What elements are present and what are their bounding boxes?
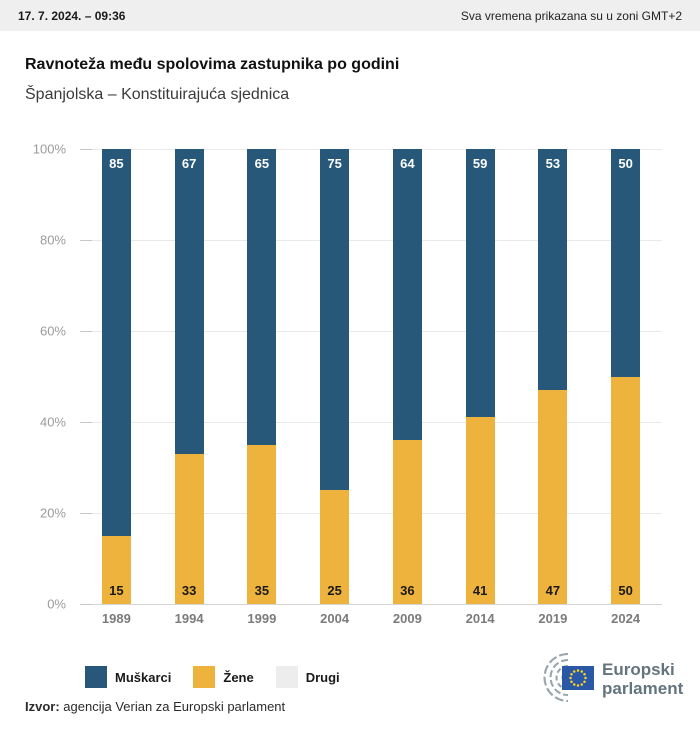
datetime-label: 17. 7. 2024. – 09:36 [18, 8, 126, 23]
eu-flag-star [584, 677, 587, 680]
legend-swatch [85, 666, 107, 688]
bar-segment-muskarci [393, 149, 422, 440]
bar-slot [371, 149, 444, 604]
plot-area [80, 149, 662, 604]
legend [85, 666, 340, 688]
bar-value-label: 50 [618, 583, 633, 598]
bar-segment-zene [466, 417, 495, 604]
x-axis-label: 1999 [247, 611, 277, 626]
bar-segment-muskarci [320, 149, 349, 490]
bar-value-label: 47 [545, 582, 561, 598]
eu-flag-star [573, 683, 576, 686]
bar-value-label: 67 [181, 156, 197, 171]
bar-value-label: 65 [254, 156, 270, 171]
legend-label: Muškarci [115, 669, 172, 685]
bar-value-label: 41 [472, 582, 488, 598]
bar-slot [226, 149, 299, 604]
bar-value-label: 59 [472, 156, 488, 171]
page-subtitle: Španjolska – Konstituirajuća sjednica [25, 86, 290, 103]
y-axis-tick-label: 100% [32, 141, 66, 157]
eu-flag-star [577, 684, 580, 687]
bar-2024 [611, 149, 640, 604]
bar-value-label: 85 [109, 156, 124, 171]
bar-1994 [175, 149, 204, 604]
eu-flag-star [581, 683, 584, 686]
bar-value-label: 33 [181, 582, 197, 598]
source-label: Izvor: [25, 699, 60, 714]
bar-2009 [393, 149, 422, 604]
legend-item [193, 666, 253, 688]
bar-value-label: 15 [109, 583, 124, 598]
bar-value-label: 50 [618, 156, 633, 171]
y-axis-tick-label: 0% [47, 596, 66, 612]
bar-value-label: 64 [400, 156, 415, 171]
x-axis-label: 1994 [174, 611, 204, 626]
bar-2019 [538, 149, 567, 604]
y-axis [0, 141, 72, 612]
bar-1989 [102, 149, 131, 604]
logo-text-line1: Europski [602, 660, 675, 679]
legend-label: Drugi [305, 669, 340, 685]
bar-slot [153, 149, 226, 604]
bar-segment-zene [538, 390, 567, 604]
bar-1999 [247, 149, 276, 604]
bar-slot [517, 149, 590, 604]
bar-segment-muskarci [611, 149, 640, 377]
legend-label: Žene [223, 669, 254, 685]
eu-flag-star [570, 681, 573, 684]
european-parliament-logo [527, 650, 692, 705]
legend-swatch [193, 666, 215, 688]
bar-value-label: 25 [327, 583, 342, 598]
eu-flag-star [570, 673, 573, 676]
bar-segment-muskarci [247, 149, 276, 445]
bar-segment-zene [102, 536, 131, 604]
eu-flag-star [583, 681, 586, 684]
page-title: Ravnoteža među spolovima zastupnika po godini [25, 56, 400, 73]
bar-segment-zene [175, 454, 204, 604]
source-note [25, 699, 285, 714]
bar-value-label: 75 [327, 156, 342, 171]
x-axis-label: 2014 [465, 611, 495, 626]
eu-flag-star [581, 670, 584, 673]
bar-slot [80, 149, 153, 604]
bar-segment-muskarci [175, 149, 204, 454]
y-axis-tick-label: 60% [39, 323, 66, 339]
legend-item [276, 666, 340, 688]
gridline [80, 604, 662, 605]
x-axis-label: 2019 [538, 611, 568, 626]
y-axis-tick-label: 80% [39, 232, 66, 248]
bar-value-label: 53 [545, 156, 561, 171]
logo-text-line2: parlament [602, 679, 684, 698]
y-axis-tick-label: 40% [39, 414, 66, 430]
legend-swatch [276, 666, 298, 688]
x-axis-labels [80, 611, 662, 626]
x-axis-label: 2004 [320, 611, 350, 626]
eu-flag-star [577, 669, 580, 672]
bar-segment-zene [611, 377, 640, 605]
y-axis-tick-label: 20% [39, 505, 66, 521]
bars [80, 149, 662, 604]
bar-slot [298, 149, 371, 604]
bar-2004 [320, 149, 349, 604]
eu-flag-star [573, 670, 576, 673]
bar-value-label: 35 [254, 583, 270, 598]
eu-flag-star [583, 673, 586, 676]
x-axis-label: 1989 [101, 611, 131, 626]
bar-2014 [466, 149, 495, 604]
x-axis-label: 2024 [611, 611, 641, 626]
bar-segment-muskarci [538, 149, 567, 390]
source-text: agencija Verian za Europski parlament [59, 699, 286, 714]
bar-slot [444, 149, 517, 604]
legend-item [85, 666, 171, 688]
timezone-note: Sva vremena prikazana su u zoni GMT+2 [460, 8, 682, 23]
top-bar [0, 0, 700, 31]
x-axis-label: 2009 [392, 611, 422, 626]
bar-segment-muskarci [102, 149, 131, 536]
bar-value-label: 36 [400, 582, 415, 598]
bar-slot [589, 149, 662, 604]
bar-segment-zene [393, 440, 422, 604]
bar-segment-zene [320, 490, 349, 604]
bar-segment-zene [247, 445, 276, 604]
eu-flag-star [569, 677, 572, 680]
bar-segment-muskarci [466, 149, 495, 417]
